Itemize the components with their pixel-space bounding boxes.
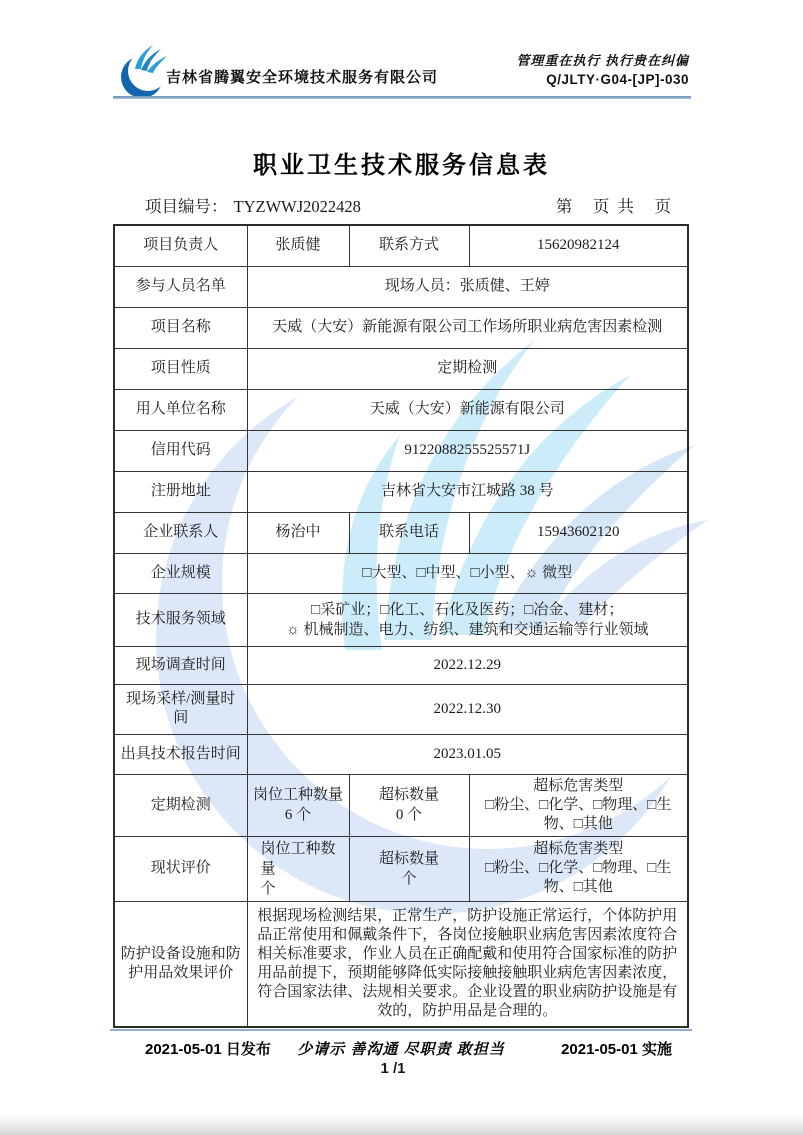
exceed-count-value: 个	[401, 870, 417, 887]
job-count-value: 个	[260, 880, 276, 897]
participants: 现场人员：张质健、王婷	[247, 266, 688, 307]
row-label: 项目性质	[114, 348, 247, 389]
hazard-type-checkboxes: □粉尘、□化学、□物理、□生物、□其他	[485, 796, 672, 832]
service-field-line1: □采矿业；□化工、石化及医药；□冶金、建材；	[311, 601, 624, 618]
project-type: 定期检测	[247, 348, 688, 389]
table-row	[114, 901, 688, 1027]
table-row	[114, 471, 688, 512]
header-divider	[113, 96, 691, 99]
footer-divider	[110, 1029, 692, 1031]
exceed-count-label: 超标数量	[378, 787, 439, 803]
row-label: 定期检测	[114, 774, 247, 836]
project-name: 天威（大安）新能源有限公司工作场所职业病危害因素检测	[247, 307, 688, 348]
exceed-count-value: 0 个	[395, 807, 423, 823]
scan-edge-shadow	[0, 1115, 803, 1135]
employer-name: 天威（大安）新能源有限公司	[247, 389, 688, 430]
project-number-value: TYZWWJ2022428	[233, 197, 361, 216]
service-field-line2: ☼ 机械制造、电力、纺织、建筑和交通运输等行业领域	[286, 621, 649, 638]
table-row	[114, 225, 688, 266]
sampling-date: 2022.12.30	[247, 684, 688, 734]
status-job-count	[247, 836, 349, 901]
company-name: 吉林省腾翼安全环境技术服务有限公司	[166, 69, 439, 86]
header-right-block	[516, 50, 689, 87]
job-count-value: 6 个	[284, 807, 312, 823]
credit-code: 9122088255525571J	[247, 430, 688, 471]
row-label: 技术服务领域	[114, 593, 247, 646]
implement-date: 2021-05-01 实施	[561, 1041, 672, 1058]
status-exceed-count	[349, 836, 469, 901]
job-count-label: 岗位工种数量	[252, 787, 343, 803]
meta-row	[113, 193, 689, 217]
row-label: 用人单位名称	[114, 389, 247, 430]
project-number-label: 项目编号：	[145, 197, 228, 216]
contact-label: 联系方式	[349, 225, 469, 266]
page-number: 1 /1	[380, 1060, 406, 1077]
row-label: 项目名称	[114, 307, 247, 348]
row-label: 现状评价	[114, 836, 247, 901]
periodic-exceed-count	[349, 774, 469, 836]
page-title: 职业卫生技术服务信息表	[253, 153, 550, 179]
row-label: 参与人员名单	[114, 266, 247, 307]
row-label: 防护设备设施和防护用品效果评价	[114, 901, 247, 1027]
row-label: 注册地址	[114, 471, 247, 512]
company-contact: 杨治中	[247, 512, 349, 553]
row-label: 现场调查时间	[114, 646, 247, 684]
phone-label: 联系电话	[349, 512, 469, 553]
info-table	[113, 224, 689, 1028]
table-row	[114, 646, 688, 684]
row-label: 出具技术报告时间	[114, 734, 247, 774]
footer	[113, 1038, 689, 1058]
registered-address: 吉林省大安市江城路 38 号	[247, 471, 688, 512]
protection-evaluation-text: 根据现场检测结果，正常生产，防护设施正常运行，个体防护用品正常使用和佩戴条件下，各岗位接触职业病危害因素浓度符合相关标准要求，作业人员在正确配戴和使用符合国家标准的防护用品前提下，预期能够降低实际接触接触职业病危害因素浓度，符合国家法律、法规相关要求。企业设置的职业病防护设施是有效的，防护用品是合理的。	[247, 901, 688, 1027]
company-phone: 15943602120	[469, 512, 688, 553]
table-row	[114, 430, 688, 471]
row-label: 企业规模	[114, 553, 247, 593]
project-leader: 张质健	[247, 225, 349, 266]
survey-date: 2022.12.29	[247, 646, 688, 684]
row-label: 信用代码	[114, 430, 247, 471]
table-row	[114, 684, 688, 734]
row-label: 企业联系人	[114, 512, 247, 553]
table-row	[114, 774, 688, 836]
leader-phone: 15620982124	[469, 225, 688, 266]
management-motto: 管理重在执行 执行贵在纠偏	[516, 53, 689, 68]
project-number	[145, 193, 367, 217]
table-row	[114, 348, 688, 389]
issue-date: 2021-05-01 日发布	[145, 1041, 271, 1058]
footer-slogan: 少请示 善沟通 尽职责 敢担当	[297, 1041, 505, 1058]
page-of-pages: 第 页 共 页	[555, 197, 673, 216]
periodic-job-count	[247, 774, 349, 836]
job-count-label: 岗位工种数量	[260, 840, 336, 877]
hazard-type-title: 超标危害类型	[533, 777, 624, 794]
document-code: Q/JLTY·G04-[JP]-030	[546, 72, 689, 87]
periodic-hazard-types	[469, 774, 688, 836]
company-scale-checkboxes: □大型、□中型、□小型、☼ 微型	[247, 553, 688, 593]
table-row	[114, 593, 688, 646]
status-hazard-types	[469, 836, 688, 901]
table-row	[114, 266, 688, 307]
hazard-type-checkboxes: □粉尘、□化学、□物理、□生物、□其他	[485, 860, 672, 895]
service-field-checkboxes	[247, 593, 688, 646]
table-row	[114, 734, 688, 774]
table-row	[114, 553, 688, 593]
row-label: 项目负责人	[114, 225, 247, 266]
table-row	[114, 389, 688, 430]
table-row	[114, 836, 688, 901]
exceed-count-label: 超标数量	[378, 850, 439, 867]
report-date: 2023.01.05	[247, 734, 688, 774]
table-row	[114, 307, 688, 348]
row-label: 现场采样/测量时间	[114, 684, 247, 734]
table-row	[114, 512, 688, 553]
hazard-type-title: 超标危害类型	[533, 841, 624, 857]
